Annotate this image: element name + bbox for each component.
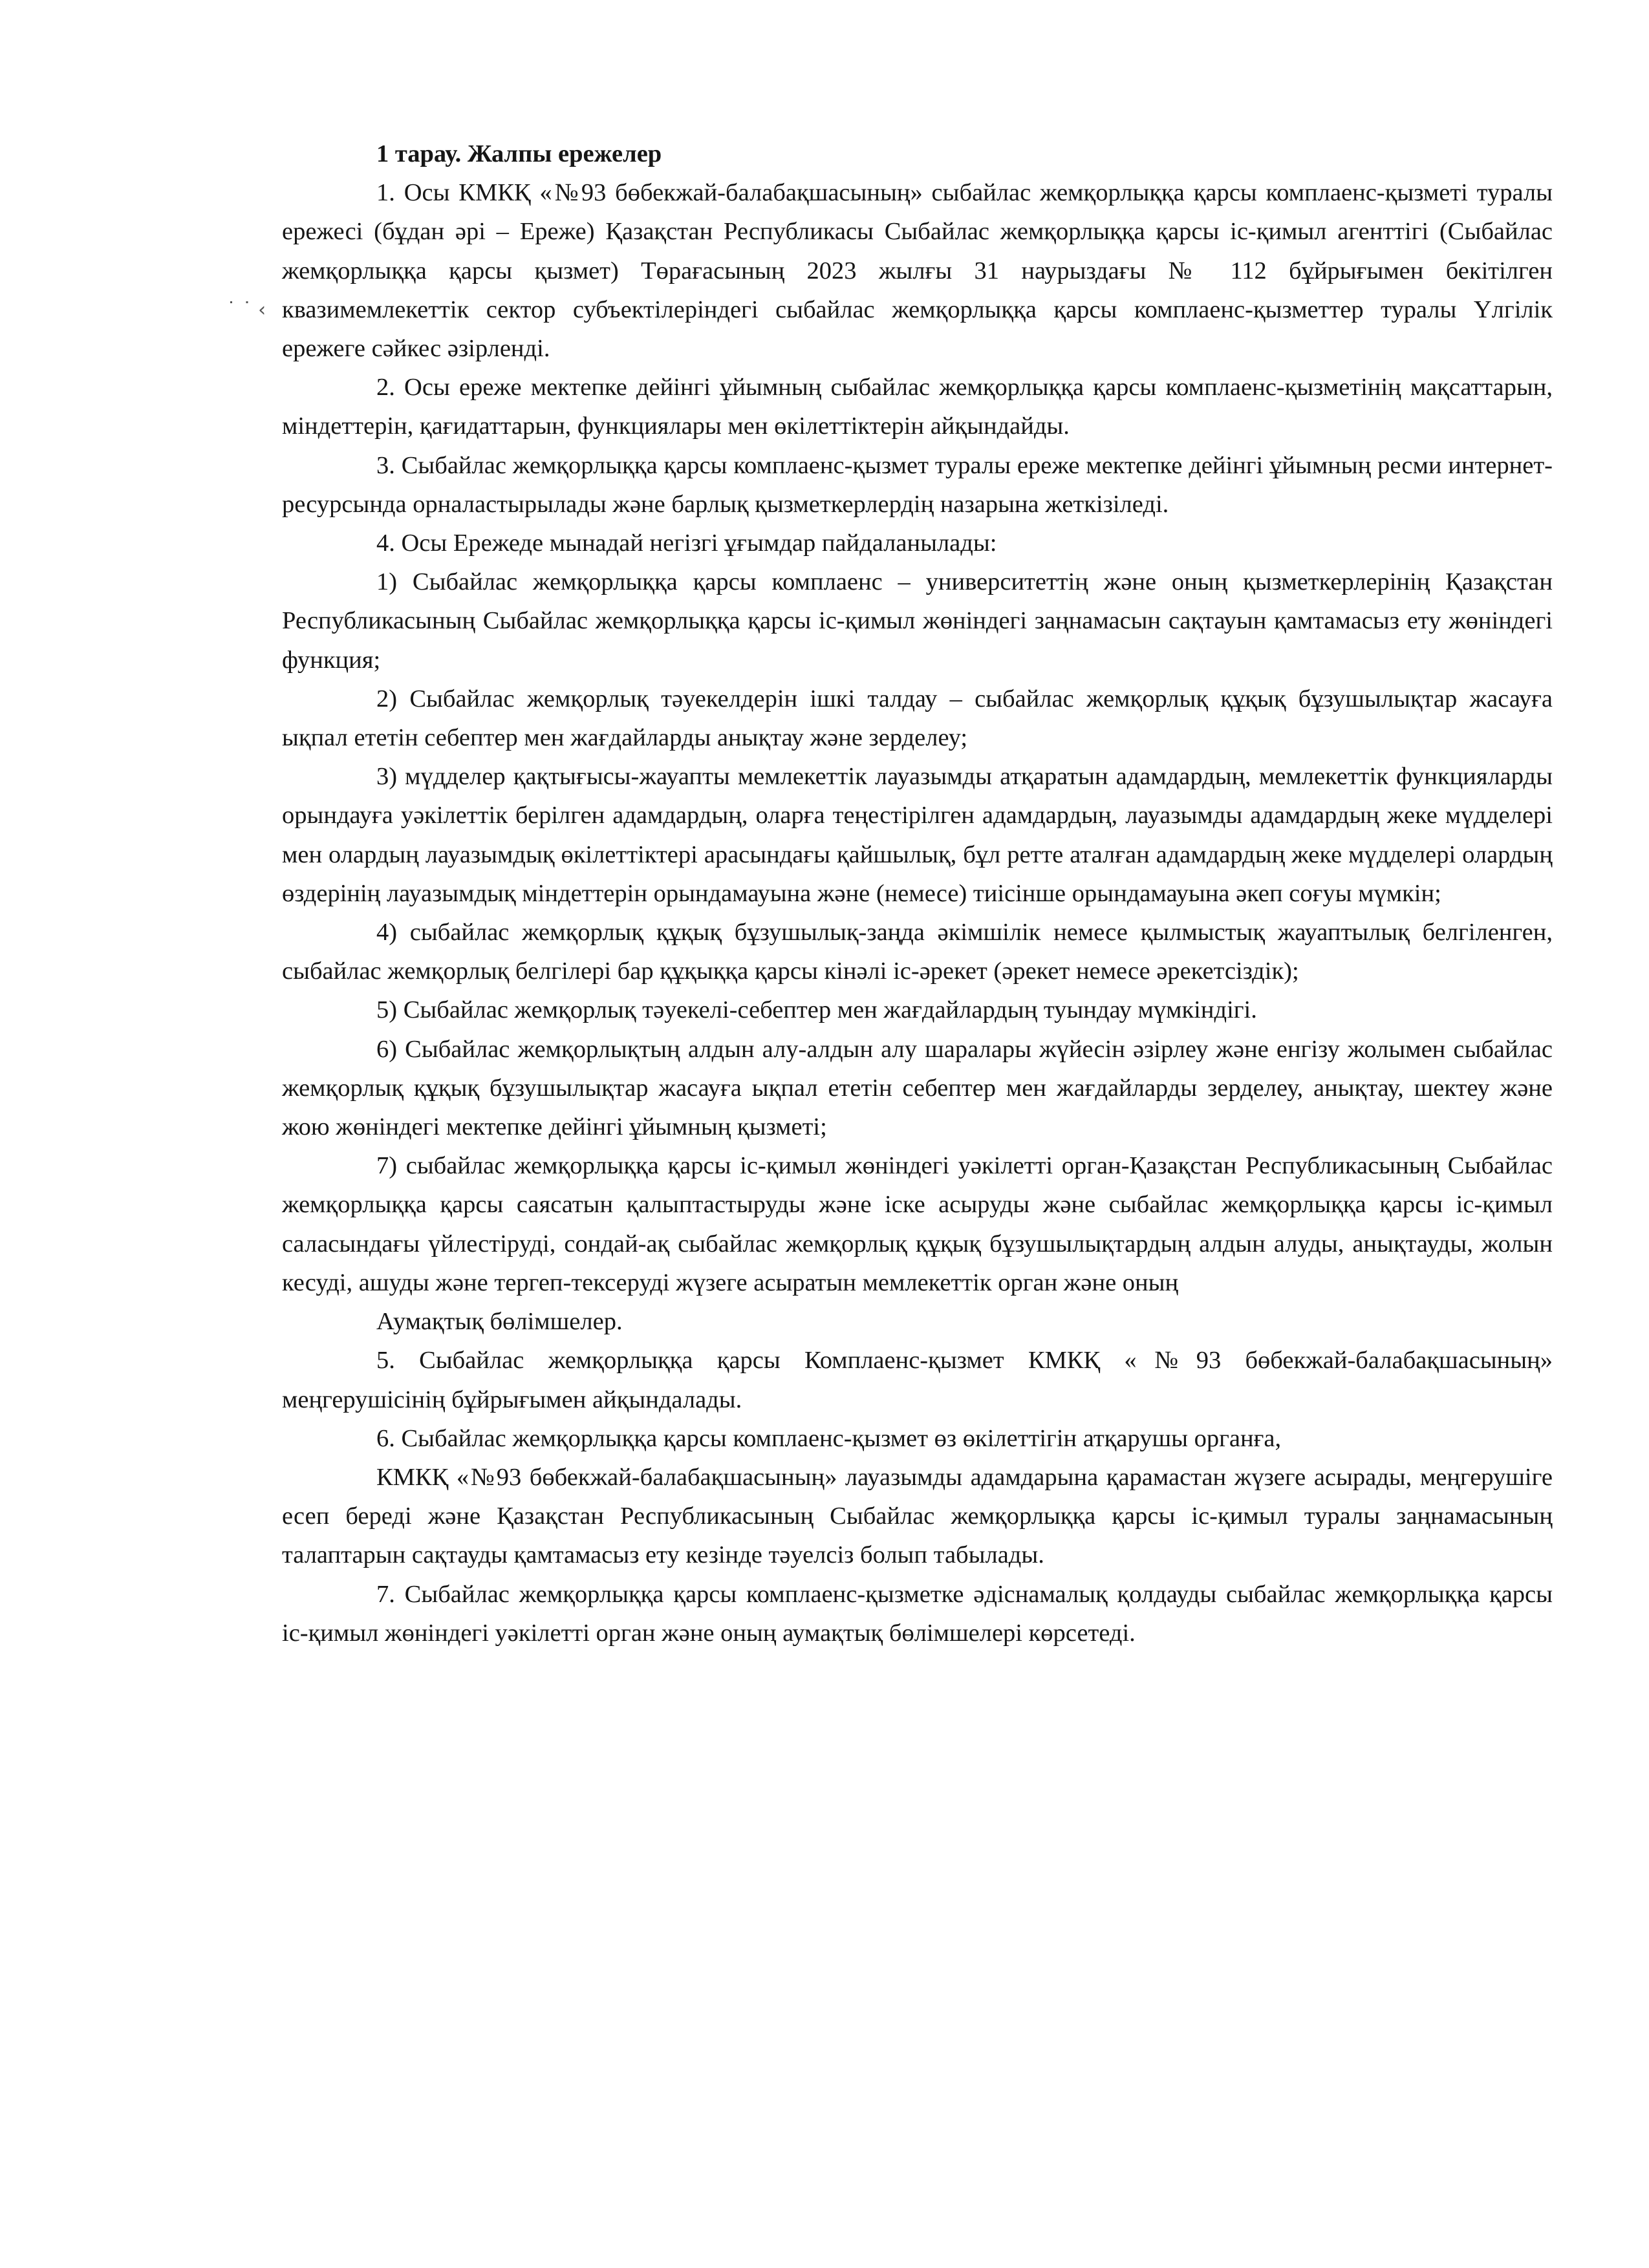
definition-3: 3) мүдделер қақтығысы-жауапты мемлекеттік лауазымды атқаратын адамдардың, мемлекеттік функцияларды орындауға уәкілеттік берілген адамдардың, оларға теңестірілген адамдардың, лауазымды адамдардың жеке мүдделері мен олардың лауазымдық өкілеттіктері арасындағы қайшылық, бұл ретте аталған адамдардың жеке мүдделері олардың өздерінің лауазымдық міндеттерін орындамауына және (немесе) тиісінше орындамауына әкеп соғуы мүмкін; [282, 763, 1553, 907]
paragraph-6-continued: КМКҚ «№93 бөбекжай-балабақшасының» лауазымды адамдарына қарамастан жүзеге асырады, меңгерушіге есеп береді және Қазақстан Республикасының Сыбайлас жемқорлыққа қарсы іс-қимыл туралы заңнамасының талаптарын сақтауды қамтамасыз ету кезінде тәуелсіз болып табылады. [282, 1463, 1553, 1569]
paragraph-4: 4. Осы Ережеде мынадай негізгі ұғымдар пайдаланылады: [376, 530, 997, 557]
definition-1: 1) Сыбайлас жемқорлыққа қарсы комплаенс – университеттің және оның қызметкерлерінің Қазақстан Республикасының Сыбайлас жемқорлыққа қарсы іс-қимыл жөніндегі заңнамасын сақтауын қамтамасыз ету жөніндегі функция; [282, 568, 1553, 674]
definition-7-continued: Аумақтық бөлімшелер. [376, 1308, 623, 1336]
paragraph-3: 3. Сыбайлас жемқорлыққа қарсы комплаенс-қызмет туралы ереже мектепке дейінгі ұйымның ресми интернет-ресурсында орналастырылады және барлық қызметкерлердің назарына жеткізіледі. [282, 451, 1553, 518]
definition-5: 5) Сыбайлас жемқорлық тәуекелі-себептер мен жағдайлардың туындау мүмкіндігі. [376, 996, 1257, 1024]
scan-speck: ˙ ˙ ‹ [226, 299, 266, 321]
paragraph-5: 5. Сыбайлас жемқорлыққа қарсы Комплаенс-қызмет КМКҚ «№93 бөбекжай-балабақшасының» меңгерушісінің бұйрығымен айқындалады. [282, 1347, 1553, 1413]
document-body [282, 134, 1553, 1653]
paragraph-1: 1. Осы КМКҚ «№93 бөбекжай-балабақшасының» сыбайлас жемқорлыққа қарсы комплаенс-қызметі туралы ережесі (бұдан әрі – Ереже) Қазақстан Республикасы Сыбайлас жемқорлыққа қарсы іс-қимыл агенттігі (Сыбайлас жемқорлыққа қарсы қызмет) Төрағасының 2023 жылғы 31 наурыздағы № 112 бұйрығымен бекітілген квазимемлекеттік сектор субъектілеріндегі сыбайлас жемқорлыққа қарсы комплаенс-қызметтер туралы Үлгілік ережеге сәйкес әзірленді. [282, 179, 1553, 363]
section-heading: 1 тарау. Жалпы ережелер [376, 140, 662, 167]
definition-7: 7) сыбайлас жемқорлыққа қарсы іс-қимыл жөніндегі уәкілетті орган-Қазақстан Республикасының Сыбайлас жемқорлыққа қарсы саясатын қалыптастыруды және іске асыруды және сыбайлас жемқорлыққа қарсы іс-қимыл саласындағы үйлестіруді, сондай-ақ сыбайлас жемқорлық құқық бұзушылықтардың алдын алуды, анықтауды, жолын кесуді, ашуды және тергеп-тексеруді жүзеге асыратын мемлекеттік орган және оның [282, 1152, 1553, 1296]
definition-4: 4) сыбайлас жемқорлық құқық бұзушылық-заңда әкімшілік немесе қылмыстық жауаптылық белгіленген, сыбайлас жемқорлық белгілері бар құқыққа қарсы кінәлі іс-әрекет (әрекет немесе әрекетсіздік); [282, 919, 1553, 985]
paragraph-7: 7. Сыбайлас жемқорлыққа қарсы комплаенс-қызметке әдіснамалық қолдауды сыбайлас жемқорлыққа қарсы іс-қимыл жөніндегі уәкілетті орган және оның аумақтық бөлімшелері көрсетеді. [282, 1580, 1553, 1647]
paragraph-2: 2. Осы ереже мектепке дейінгі ұйымның сыбайлас жемқорлыққа қарсы комплаенс-қызметінің мақсаттарын, міндеттерін, қағидаттарын, функциялары мен өкілеттіктерін айқындайды. [282, 374, 1553, 440]
definition-2: 2) Сыбайлас жемқорлық тәуекелдерін ішкі талдау – сыбайлас жемқорлық құқық бұзушылықтар жасауға ықпал ететін себептер мен жағдайларды анықтау және зерделеу; [282, 685, 1553, 752]
definition-6: 6) Сыбайлас жемқорлықтың алдын алу-алдын алу шаралары жүйесін әзірлеу және енгізу жолымен сыбайлас жемқорлық құқық бұзушылықтар жасауға ықпал ететін себептер мен жағдайларды зерделеу, анықтау, шектеу және жою жөніндегі мектепке дейінгі ұйымның қызметі; [282, 1035, 1553, 1141]
paragraph-6: 6. Сыбайлас жемқорлыққа қарсы комплаенс-қызмет өз өкілеттігін атқарушы органға, [376, 1424, 1282, 1452]
